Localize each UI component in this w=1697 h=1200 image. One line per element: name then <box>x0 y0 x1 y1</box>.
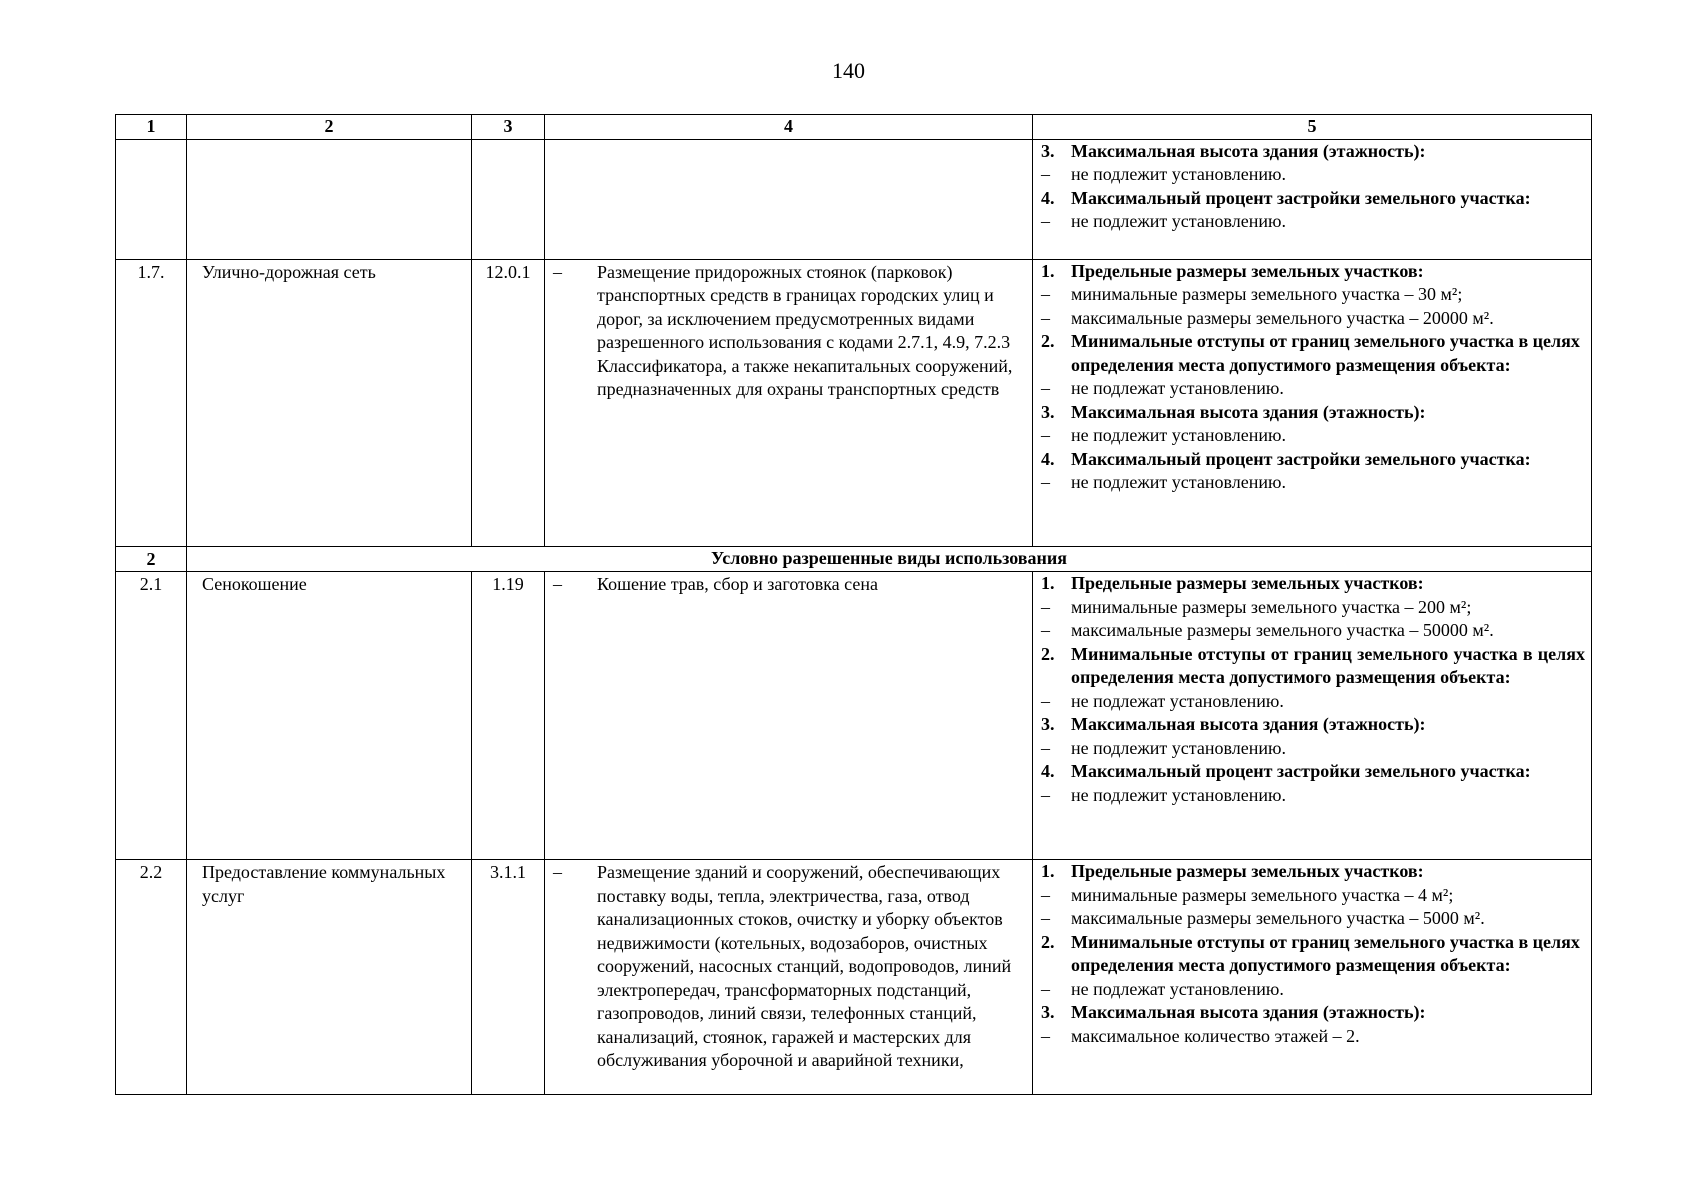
use-name: Сенокошение <box>187 572 472 860</box>
use-name: Предоставление коммунальных услуг <box>187 860 472 1095</box>
use-description: – Кошение трав, сбор и заготовка сена <box>545 572 1033 860</box>
table-row <box>116 572 1592 860</box>
requirement-item: – не подлежит установлению. <box>1041 472 1286 492</box>
use-code <box>472 139 545 259</box>
requirement-item: – минимальные размеры земельного участка – 200 м²; <box>1041 596 1472 617</box>
use-description: – Размещение придорожных стоянок (парковок) транспортных средств в границах городских улиц и дорог, за исключением предусмотренных видами разрешенного использования с кодами 2.7.1, 4.9, 7.2.3 Классификатора, а также некапитальных сооружений, предназначенных для охраны транспортных средств <box>545 259 1033 546</box>
section-title: Условно разрешенные виды использования <box>187 546 1592 572</box>
use-code: 12.0.1 <box>472 259 545 546</box>
requirement-item: – максимальные размеры земельного участка – 20000 м². <box>1041 307 1494 328</box>
requirement-item: – не подлежит установлению. <box>1041 425 1286 445</box>
column-header: 5 <box>1033 115 1592 140</box>
column-header: 3 <box>472 115 545 140</box>
use-description <box>545 139 1033 259</box>
requirement-item: 3. Максимальная высота здания (этажность): <box>1041 140 1426 161</box>
requirements-cell <box>1033 139 1592 259</box>
requirement-item: 1. Предельные размеры земельных участков: <box>1041 573 1424 593</box>
requirement-item: – максимальные размеры земельного участка – 50000 м². <box>1041 620 1494 640</box>
requirement-item: 1. Предельные размеры земельных участков: <box>1041 861 1424 881</box>
table-row <box>116 139 1592 259</box>
requirement-item: – не подлежат установлению. <box>1041 690 1284 711</box>
requirement-item: 2. Минимальные отступы от границ земельного участка в целях определения места допустимого размещения объекта: <box>1041 931 1580 975</box>
column-header: 4 <box>545 115 1033 140</box>
requirements-cell <box>1033 572 1592 860</box>
requirement-item: – не подлежит установлению. <box>1041 164 1286 184</box>
requirement-item: 4. Максимальный процент застройки земельного участка: <box>1041 761 1531 781</box>
requirement-item: 1. Предельные размеры земельных участков: <box>1041 260 1424 281</box>
use-code: 3.1.1 <box>472 860 545 1095</box>
requirement-item: 3. Максимальная высота здания (этажность): <box>1041 714 1426 734</box>
requirement-item: – не подлежит установлению. <box>1041 211 1286 231</box>
requirement-item: 2. Минимальные отступы от границ земельного участка в целях определения места допустимого размещения объекта: <box>1041 331 1580 375</box>
use-name: Улично-дорожная сеть <box>187 259 472 546</box>
requirement-item: 4. Максимальный процент застройки земельного участка: <box>1041 448 1531 469</box>
column-header: 2 <box>187 115 472 140</box>
page-number: 140 <box>832 58 865 83</box>
section-number: 2 <box>116 546 187 572</box>
requirement-item: 3. Максимальная высота здания (этажность): <box>1041 401 1426 422</box>
requirement-item: 2. Минимальные отступы от границ земельного участка в целях определения места допустимого размещения объекта: <box>1041 643 1585 687</box>
requirement-item: – не подлежат установлению. <box>1041 978 1284 999</box>
row-number <box>116 139 187 259</box>
section-row <box>116 546 1592 572</box>
row-number: 2.2 <box>116 860 187 1095</box>
requirement-item: 3. Максимальная высота здания (этажность): <box>1041 1002 1426 1022</box>
requirement-item: – не подлежит установлению. <box>1041 737 1286 758</box>
use-name <box>187 139 472 259</box>
table-row <box>116 259 1592 546</box>
row-number: 2.1 <box>116 572 187 860</box>
document-table <box>115 114 1592 1095</box>
requirement-item: – минимальные размеры земельного участка – 30 м²; <box>1041 284 1463 304</box>
requirement-item: – не подлежит установлению. <box>1041 784 1286 805</box>
requirements-cell <box>1033 860 1592 1095</box>
use-code: 1.19 <box>472 572 545 860</box>
table-row <box>116 860 1592 1095</box>
use-description: – Размещение зданий и сооружений, обеспечивающих поставку воды, тепла, электричества, газа, отвод канализационных стоков, очистку и уборку объектов недвижимости (котельных, водозаборов, очистных сооружений, насосных станций, водопроводов, линий электропередач, трансформаторных подстанций, газопроводов, линий связи, телефонных станций, канализаций, стоянок, гаражей и мастерских для обслуживания уборочной и аварийной техники, <box>545 860 1033 1095</box>
column-header: 1 <box>116 115 187 140</box>
row-number: 1.7. <box>116 259 187 546</box>
requirement-item: – максимальное количество этажей – 2. <box>1041 1025 1360 1046</box>
requirement-item: – не подлежат установлению. <box>1041 378 1284 398</box>
requirement-item: – минимальные размеры земельного участка – 4 м²; <box>1041 884 1454 905</box>
table-header-row <box>116 115 1592 140</box>
requirements-cell <box>1033 259 1592 546</box>
requirement-item: – максимальные размеры земельного участка – 5000 м². <box>1041 908 1485 928</box>
requirement-item: 4. Максимальный процент застройки земельного участка: <box>1041 187 1531 208</box>
